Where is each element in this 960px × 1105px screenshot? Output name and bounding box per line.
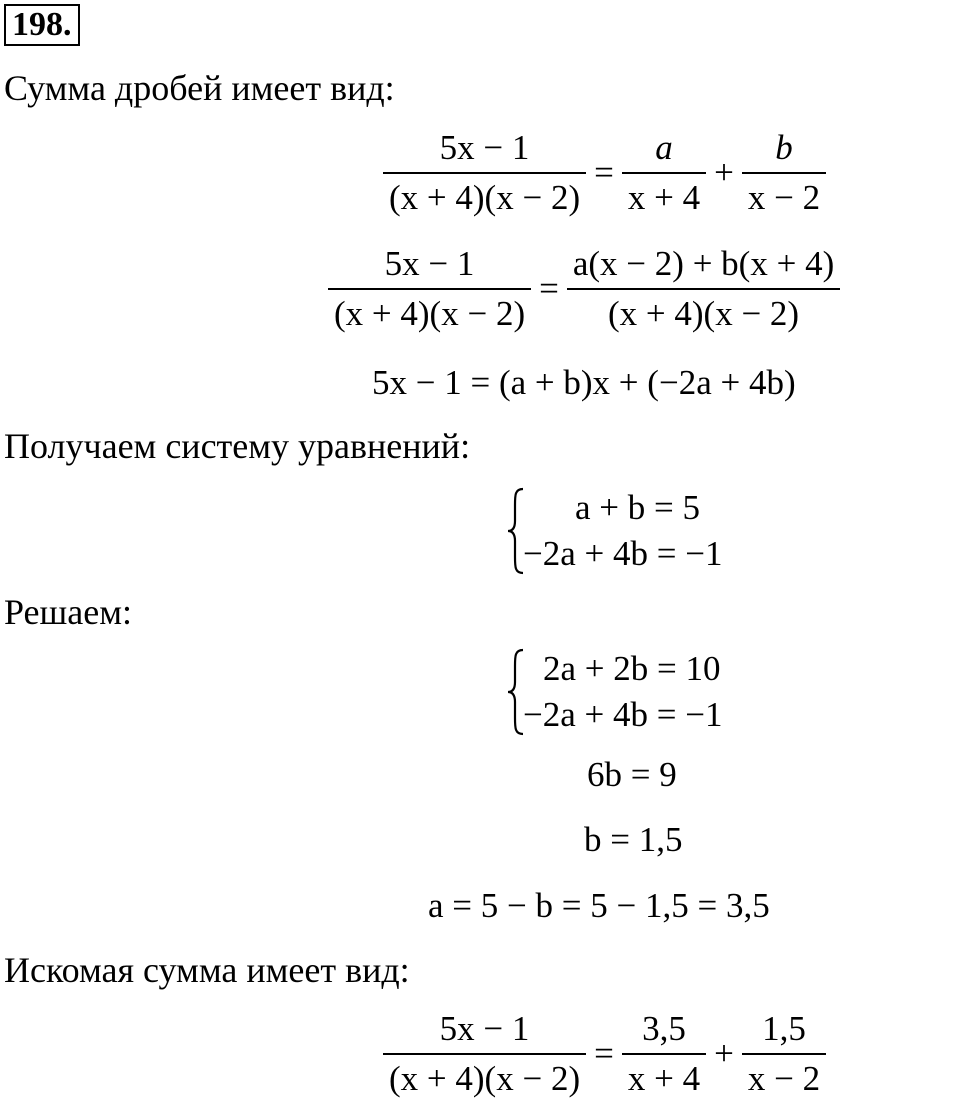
eq1-fraction-a-numerator: a (655, 128, 673, 167)
system-2-line-1: 2a + 2b = 10 (543, 649, 721, 688)
eq1-fraction-b-denominator: x − 2 (742, 172, 826, 222)
system-1-line-2: −2a + 4b = −1 (523, 534, 723, 573)
eq1-lhs-denominator: (x + 4)(x − 2) (383, 172, 586, 222)
equation-2 (328, 240, 840, 338)
step-6b: 6b = 9 (587, 755, 677, 794)
step-b-value: b = 1,5 (584, 820, 683, 859)
eq2-equals: = (539, 269, 559, 308)
eq1-fraction-b-numerator: b (775, 128, 793, 167)
eq1-equals: = (594, 153, 614, 192)
eq1-fraction-a (622, 124, 706, 222)
eq1-lhs-fraction (383, 124, 586, 222)
final-fraction-2-numerator: 1,5 (762, 1009, 806, 1048)
final-lhs-numerator: 5x − 1 (439, 1009, 530, 1048)
eq2-rhs-denominator: (x + 4)(x − 2) (567, 288, 840, 338)
problem-number: 198. (4, 4, 80, 46)
final-lhs-denominator: (x + 4)(x − 2) (383, 1053, 586, 1103)
system-intro-text: Получаем систему уравнений: (4, 426, 471, 466)
final-lhs-fraction (383, 1005, 586, 1103)
eq2-rhs-fraction (567, 240, 840, 338)
step-a-value: a = 5 − b = 5 − 1,5 = 3,5 (428, 886, 770, 925)
eq1-lhs-numerator: 5x − 1 (439, 128, 530, 167)
eq1-fraction-b (742, 124, 826, 222)
final-fraction-1-denominator: x + 4 (622, 1053, 706, 1103)
eq1-fraction-a-denominator: x + 4 (622, 172, 706, 222)
final-fraction-2-denominator: x − 2 (742, 1053, 826, 1103)
eq2-rhs-numerator: a(x − 2) + b(x + 4) (572, 244, 835, 283)
system-2 (505, 646, 805, 746)
eq2-lhs-numerator: 5x − 1 (384, 244, 475, 283)
eq1-plus: + (714, 153, 734, 192)
system-1 (505, 485, 805, 585)
final-fraction-1-numerator: 3,5 (642, 1009, 686, 1048)
equation-1 (383, 124, 826, 222)
system-2-line-2: −2a + 4b = −1 (523, 695, 723, 734)
intro-text: Сумма дробей имеет вид: (4, 68, 395, 108)
final-plus: + (714, 1034, 734, 1073)
equation-3: 5x − 1 = (a + b)x + (−2a + 4b) (372, 363, 796, 402)
eq2-lhs-fraction (328, 240, 531, 338)
final-fraction-2 (742, 1005, 826, 1103)
eq2-lhs-denominator: (x + 4)(x − 2) (328, 288, 531, 338)
system-1-line-1: a + b = 5 (575, 488, 701, 527)
final-equation (383, 1005, 826, 1103)
result-intro-text: Искомая сумма имеет вид: (4, 950, 410, 990)
solve-text: Решаем: (4, 592, 132, 632)
final-equals: = (594, 1034, 614, 1073)
final-fraction-1 (622, 1005, 706, 1103)
